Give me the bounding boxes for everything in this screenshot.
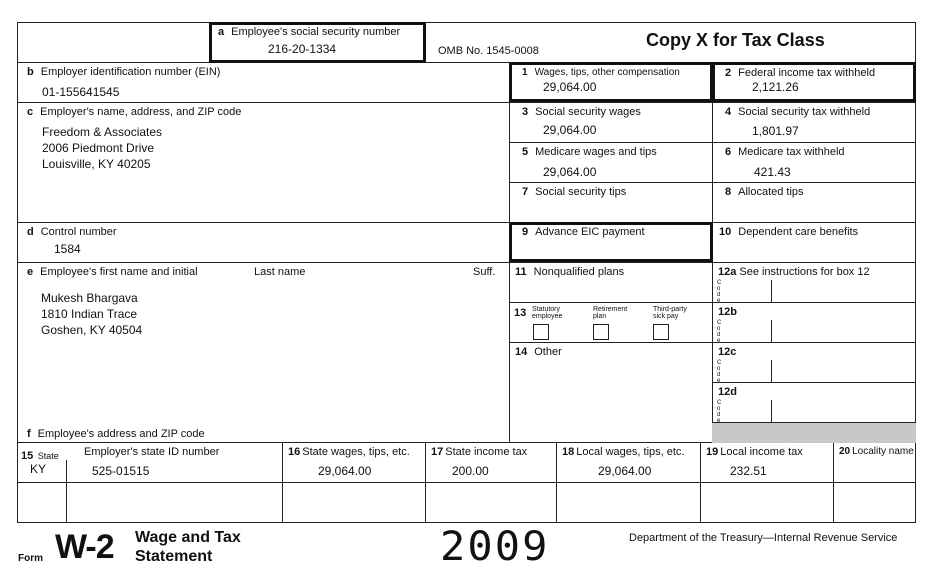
- third-party-sick-pay-checkbox[interactable]: [653, 324, 669, 340]
- suffix-label: Suff.: [473, 266, 496, 278]
- box-14-label: 14 Other: [515, 346, 562, 358]
- box12a-code-label: C o d e: [717, 280, 722, 304]
- box12b-code-label: C o d e: [717, 320, 722, 344]
- agency-name: Department of the Treasury—Internal Revenue Service: [629, 532, 898, 544]
- employee-address2: Goshen, KY 40504: [41, 323, 143, 337]
- control-label: d Control number: [27, 226, 117, 238]
- statutory-employee-checkbox[interactable]: [533, 324, 549, 340]
- box12-divider: [771, 320, 772, 342]
- box-12c-label: 12c: [718, 346, 737, 358]
- third-party-sick-pay-label: Third-party sick pay: [653, 306, 687, 320]
- form-name: W-2: [55, 528, 114, 566]
- box-18-label: 18 Local wages, tips, etc.: [562, 446, 685, 458]
- box-10-label: 10 Dependent care benefits: [719, 226, 859, 238]
- grid-line: [17, 222, 916, 223]
- grid-line: [282, 442, 283, 523]
- ssn-label: a Employee's social security number: [218, 26, 401, 38]
- tax-year: 2009: [440, 524, 550, 570]
- employer-address1: 2006 Piedmont Drive: [42, 141, 155, 155]
- last-name-label: Last name: [254, 266, 306, 278]
- form-title-line2: Statement: [135, 548, 213, 565]
- box-9-label: 9 Advance EIC payment: [522, 226, 645, 238]
- control-value: 1584: [54, 242, 81, 256]
- box12c-code-label: C o d e: [717, 360, 722, 384]
- box-1-value: 29,064.00: [543, 80, 597, 94]
- box-2-value: 2,121.26: [752, 80, 799, 94]
- box-17-value: 200.00: [452, 464, 489, 478]
- box-2-label: 2 Federal income tax withheld: [725, 67, 876, 79]
- box-19-label: 19 Local income tax: [706, 446, 803, 458]
- employer-name-label: c Employer's name, address, and ZIP code: [27, 106, 242, 118]
- ein-value: 01-155641545: [42, 85, 120, 99]
- grid-line: [700, 442, 701, 523]
- box12-divider: [771, 400, 772, 422]
- omb-number: OMB No. 1545-0008: [438, 45, 539, 57]
- state-id-label: Employer's state ID number: [84, 446, 220, 458]
- box-15-label: 15 State: [21, 450, 59, 462]
- box-3-value: 29,064.00: [543, 123, 597, 137]
- box-1-label: 1 Wages, tips, other compensation: [522, 67, 680, 78]
- grid-line: [17, 482, 916, 483]
- box-7-label: 7 Social security tips: [522, 186, 627, 198]
- box-18-value: 29,064.00: [598, 464, 652, 478]
- box12d-code-label: C o d e: [717, 400, 722, 424]
- box-16-label: 16 State wages, tips, etc.: [288, 446, 410, 458]
- retirement-plan-checkbox[interactable]: [593, 324, 609, 340]
- box-19-value: 232.51: [730, 464, 767, 478]
- grid-line: [556, 442, 557, 523]
- box-4-label: 4 Social security tax withheld: [725, 106, 871, 118]
- statutory-employee-label: Statutory employee: [532, 306, 563, 320]
- employee-address-label: f Employee's address and ZIP code: [27, 428, 205, 440]
- employer-address2: Louisville, KY 40205: [42, 157, 151, 171]
- grid-line: [17, 262, 916, 263]
- box-4-value: 1,801.97: [752, 124, 799, 138]
- shaded-cell: [712, 422, 916, 443]
- form-title-line1: Wage and Tax: [135, 529, 241, 546]
- box-6-label: 6 Medicare tax withheld: [725, 146, 845, 158]
- box-12d-label: 12d: [718, 386, 737, 398]
- box-17-label: 17 State income tax: [431, 446, 528, 458]
- grid-line: [425, 442, 426, 523]
- box12-divider: [771, 360, 772, 382]
- box-5-value: 29,064.00: [543, 165, 597, 179]
- employee-name-label: e Employee's first name and initial: [27, 266, 198, 278]
- retirement-plan-label: Retirement plan: [593, 306, 628, 320]
- box-6-value: 421.43: [754, 165, 791, 179]
- grid-line: [17, 102, 916, 103]
- form-word: Form: [18, 553, 43, 564]
- grid-line: [833, 442, 834, 523]
- box-12b-label: 12b: [718, 306, 737, 318]
- box-3-label: 3 Social security wages: [522, 106, 641, 118]
- box-20-label: 20 Locality name: [839, 446, 914, 457]
- employee-address1: 1810 Indian Trace: [41, 307, 138, 321]
- copy-title: Copy X for Tax Class: [646, 30, 825, 50]
- grid-line: [66, 460, 67, 523]
- box-12a-label: 12a See instructions for box 12: [718, 266, 870, 278]
- box-11-label: 11 Nonqualified plans: [515, 266, 625, 278]
- box-16-value: 29,064.00: [318, 464, 372, 478]
- employer-name: Freedom & Associates: [42, 125, 163, 139]
- state-value: KY: [30, 462, 47, 476]
- employee-name: Mukesh Bhargava: [41, 291, 138, 305]
- box-13-number: 13: [514, 307, 527, 319]
- ssn-value: 216-20-1334: [268, 42, 337, 56]
- box-5-label: 5 Medicare wages and tips: [522, 146, 657, 158]
- grid-line: [712, 382, 916, 383]
- ein-label: b Employer identification number (EIN): [27, 66, 221, 78]
- state-id-value: 525-01515: [92, 464, 150, 478]
- box-8-label: 8 Allocated tips: [725, 186, 804, 198]
- box12-divider: [771, 280, 772, 302]
